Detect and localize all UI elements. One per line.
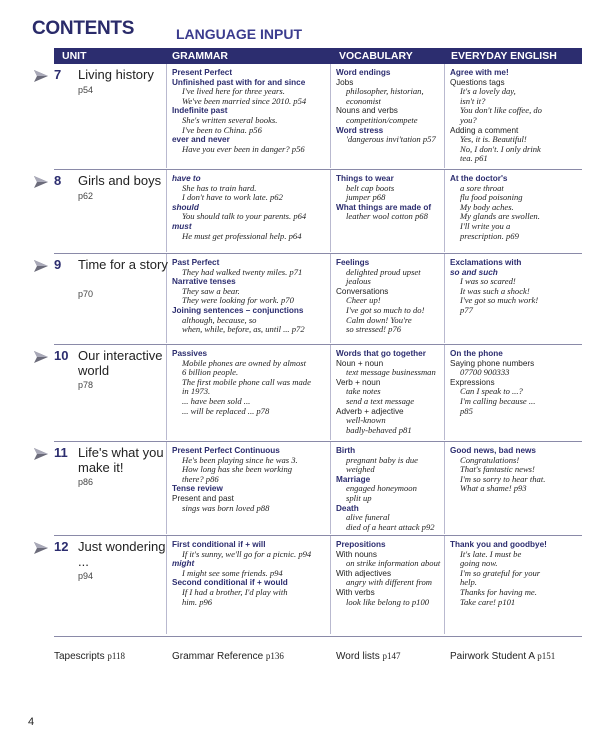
grammar-line: I've been to China. p56: [182, 124, 262, 135]
everyday-column: [450, 540, 547, 607]
grammar-column: [172, 349, 311, 416]
unit-number: 9: [54, 257, 62, 272]
unit-arrow-icon: [33, 350, 49, 364]
vocabulary-line: With adjectives: [336, 568, 392, 578]
everyday-line: p85: [460, 405, 473, 416]
vocabulary-heading: Word endings: [336, 68, 391, 77]
everyday-line: I'm so grateful for your: [460, 567, 541, 578]
vocabulary-line: belt cap boots: [346, 182, 395, 193]
everyday-column: [450, 258, 538, 316]
page-subtitle: LANGUAGE INPUT: [176, 26, 302, 42]
column-separator: [330, 254, 331, 343]
everyday-line: Thanks for having me.: [460, 586, 537, 597]
vocabulary-line: badly-behaved p81: [346, 424, 412, 435]
grammar-line: Have you ever been in danger? p56: [182, 143, 305, 154]
vocabulary-line: economist: [346, 95, 381, 106]
column-separator: [444, 442, 445, 534]
vocabulary-line: 'dangerous invi'tation p57: [346, 134, 436, 145]
grammar-heading: Present Perfect Continuous: [172, 446, 280, 455]
grammar-line: when, while, before, as, until ... p72: [182, 324, 305, 335]
vocabulary-heading: Word stress: [336, 125, 384, 135]
grammar-line: there? p86: [182, 473, 219, 484]
unit-title: Just wondering ...: [78, 539, 166, 569]
everyday-line: flu food poisoning: [460, 192, 523, 203]
vocabulary-line: look like belong to p100: [346, 596, 430, 607]
page-number: 4: [28, 716, 35, 728]
grammar-line: him. p96: [182, 596, 213, 607]
everyday-line: I'm so sorry to hear that.: [460, 473, 546, 484]
vocabulary-heading: Things to wear: [336, 174, 394, 183]
column-separator: [330, 442, 331, 534]
everyday-line: That's fantastic news!: [460, 464, 535, 475]
grammar-heading: Past Perfect: [172, 258, 220, 267]
vocabulary-line: Calm down! You're: [346, 314, 412, 325]
everyday-line: It's late. I must be: [460, 548, 522, 559]
grammar-line: Present and past: [172, 493, 234, 503]
unit-divider: [54, 253, 582, 254]
column-header-unit: UNIT: [62, 50, 87, 62]
grammar-line: I've lived here for three years.: [182, 86, 285, 97]
column-separator: [330, 536, 331, 634]
grammar-line: ... will be replaced ... p78: [182, 405, 270, 416]
vocabulary-heading: Words that go together: [336, 349, 426, 358]
grammar-heading: Indefinite past: [172, 106, 228, 116]
column-header-bar: [54, 48, 582, 64]
footer-link-page: p147: [382, 651, 401, 661]
vocabulary-line: With verbs: [336, 587, 375, 597]
everyday-line: Yes, it is. Beautiful!: [460, 134, 527, 145]
vocabulary-line: well-known: [346, 415, 386, 426]
grammar-heading: Second conditional if + would: [172, 578, 288, 588]
unit-arrow-icon: [33, 541, 49, 555]
everyday-line: tea. p61: [460, 153, 488, 164]
grammar-line: I might see some friends. p94: [182, 567, 283, 578]
unit-title: Time for a story: [78, 257, 168, 272]
unit-title: Living history: [78, 67, 154, 82]
grammar-line: He's been playing since he was 3.: [182, 454, 298, 465]
column-separator: [444, 536, 445, 634]
column-separator: [444, 345, 445, 440]
vocabulary-line: philosopher, historian,: [346, 86, 424, 97]
unit-page: p78: [78, 380, 94, 390]
grammar-line: in 1973.: [182, 386, 211, 397]
grammar-line: How long has she been working: [182, 464, 293, 475]
footer-link-label: Pairwork Student A: [450, 651, 535, 662]
grammar-heading: Present Perfect: [172, 68, 233, 77]
vocabulary-line: weighed: [346, 464, 375, 475]
grammar-line: The first mobile phone call was made: [182, 376, 311, 387]
vocabulary-column: [336, 446, 435, 532]
vocabulary-line: alive funeral: [346, 512, 390, 523]
grammar-line: Mobile phones are owned by almost: [182, 357, 307, 368]
grammar-line: If it's sunny, we'll go for a picnic. p94: [182, 548, 312, 559]
column-separator: [330, 64, 331, 168]
unit-arrow-icon: [33, 69, 49, 83]
everyday-heading: Agree with me!: [450, 68, 509, 77]
vocabulary-line: jumper p68: [346, 192, 386, 203]
vocabulary-line: I've got so much to do!: [346, 304, 425, 315]
vocabulary-line: so stressed! p76: [346, 324, 402, 335]
vocabulary-line: Adverb + adjective: [336, 406, 404, 416]
everyday-line: It was such a shock!: [460, 285, 530, 296]
vocabulary-line: Cheer up!: [346, 295, 381, 306]
unit-arrow-icon: [33, 259, 49, 273]
unit-arrow-icon: [33, 175, 49, 189]
grammar-heading: Narrative tenses: [172, 277, 236, 287]
column-header-everyday-english: EVERYDAY ENGLISH: [451, 50, 557, 62]
vocabulary-line: text message businessman: [346, 367, 436, 378]
unit-page: p62: [78, 191, 94, 201]
everyday-line: My body aches.: [460, 201, 514, 212]
everyday-line: Can I speak to ...?: [460, 386, 523, 397]
vocabulary-heading: Marriage: [336, 474, 371, 484]
vocabulary-line: engaged honeymoon: [346, 483, 417, 494]
everyday-heading: At the doctor's: [450, 174, 508, 183]
vocabulary-line: competition/compete: [346, 114, 418, 125]
vocabulary-line: Conversations: [336, 286, 389, 296]
vocabulary-heading: Death: [336, 503, 359, 513]
grammar-line: sings was born loved p88: [182, 502, 270, 513]
everyday-column: [450, 446, 545, 494]
grammar-line: 6 billion people.: [182, 367, 239, 378]
grammar-column: [172, 258, 305, 335]
grammar-heading: must: [172, 221, 192, 231]
unit-page: p70: [78, 289, 94, 299]
everyday-heading: On the phone: [450, 349, 503, 358]
vocabulary-line: angry with different from: [346, 577, 433, 588]
everyday-column: [450, 68, 542, 164]
grammar-line: He must get professional help. p64: [182, 230, 302, 241]
grammar-heading: Unfinished past with for and since: [172, 77, 306, 87]
unit-divider: [54, 169, 582, 170]
everyday-line: a sore throat: [460, 182, 504, 193]
unit-number: 8: [54, 173, 62, 188]
unit-divider: [54, 535, 582, 536]
vocabulary-column: [336, 540, 440, 607]
grammar-column: [172, 68, 306, 154]
vocabulary-line: on strike information about: [346, 558, 441, 569]
grammar-column: [172, 174, 306, 241]
page-title: CONTENTS: [32, 18, 135, 39]
grammar-line: They saw a bear.: [182, 285, 240, 296]
grammar-column: [172, 540, 311, 607]
unit-title: Life's what you make it!: [78, 445, 164, 475]
column-separator: [330, 345, 331, 440]
vocabulary-heading: What things are made of: [336, 202, 432, 212]
grammar-line: although, because, so: [182, 314, 257, 325]
grammar-heading: ever and never: [172, 135, 230, 145]
unit-page: p54: [78, 85, 94, 95]
everyday-line: I've got so much work!: [460, 295, 539, 306]
vocabulary-line: Jobs: [336, 77, 354, 87]
footer-link-page: p118: [107, 651, 126, 661]
footer-link-label: Grammar Reference: [172, 651, 264, 662]
everyday-heading: Good news, bad news: [450, 446, 536, 455]
everyday-line: prescription. p69: [460, 230, 519, 241]
vocabulary-heading: Feelings: [336, 258, 370, 267]
grammar-heading: Tense review: [172, 484, 223, 494]
column-header-vocabulary: VOCABULARY: [339, 50, 413, 62]
everyday-line: p77: [460, 304, 473, 315]
vocabulary-line: send a text message: [346, 395, 415, 406]
vocabulary-heading: Birth: [336, 446, 356, 455]
everyday-line: 07700 900333: [460, 367, 510, 378]
everyday-heading: Thank you and goodbye!: [450, 540, 547, 549]
footer-link[interactable]: [336, 651, 401, 662]
grammar-line: I don't have to work late. p62: [182, 192, 283, 203]
vocabulary-line: jealous: [346, 276, 371, 287]
everyday-line: Questions tags: [450, 77, 505, 87]
everyday-line: you?: [460, 114, 477, 125]
everyday-line: I'm calling because ...: [460, 395, 536, 406]
everyday-line: It's a lovely day,: [460, 86, 516, 97]
unit-title: Our interactive world: [78, 348, 163, 378]
vocabulary-column: [336, 68, 436, 145]
unit-arrow-icon: [33, 447, 49, 461]
grammar-line: She has to train hard.: [182, 182, 257, 193]
grammar-heading: Joining sentences – conjunctions: [172, 305, 304, 315]
grammar-heading: might: [172, 559, 195, 569]
grammar-line: If I had a brother, I'd play with: [182, 586, 288, 597]
everyday-line: help.: [460, 577, 477, 588]
vocabulary-line: delighted proud upset: [346, 266, 421, 277]
unit-number: 12: [54, 539, 69, 554]
vocabulary-line: Nouns and verbs: [336, 106, 398, 116]
everyday-line: Expressions: [450, 377, 495, 387]
grammar-line: They had walked twenty miles. p71: [182, 266, 303, 277]
everyday-line: Adding a comment: [450, 125, 519, 135]
grammar-line: ... have been sold ...: [182, 395, 251, 406]
footer-link-page: p151: [537, 651, 556, 661]
grammar-heading: have to: [172, 174, 201, 183]
unit-number: 7: [54, 67, 62, 82]
everyday-line: What a shame! p93: [460, 483, 527, 494]
unit-number: 11: [54, 445, 68, 460]
unit-number: 10: [54, 348, 69, 363]
everyday-column: [450, 349, 535, 416]
vocabulary-line: pregnant baby is due: [346, 454, 419, 465]
everyday-line: No, I don't. I only drink: [460, 143, 541, 154]
everyday-line: I'll write you a: [460, 220, 511, 231]
vocabulary-column: [336, 349, 436, 435]
vocabulary-line: take notes: [346, 386, 381, 397]
column-separator: [330, 170, 331, 252]
column-separator: [444, 254, 445, 343]
vocabulary-line: Verb + noun: [336, 377, 381, 387]
everyday-heading: so and such: [450, 267, 498, 277]
column-separator: [444, 170, 445, 252]
everyday-line: You don't like coffee, do: [460, 105, 542, 116]
unit-divider: [54, 441, 582, 442]
footer-link-label: Tapescripts: [54, 651, 105, 662]
vocabulary-line: Noun + noun: [336, 358, 384, 368]
everyday-column: [450, 174, 540, 241]
grammar-heading: Passives: [172, 349, 208, 358]
unit-divider: [54, 344, 582, 345]
unit-page: p94: [78, 571, 94, 581]
vocabulary-line: leather wool cotton p68: [346, 211, 428, 222]
grammar-column: [172, 446, 298, 513]
grammar-line: They were looking for work. p70: [182, 295, 294, 306]
footer-link[interactable]: [54, 651, 125, 662]
everyday-line: Saying phone numbers: [450, 358, 535, 368]
footer-link-page: p136: [265, 651, 284, 661]
grammar-line: She's written several books.: [182, 114, 278, 125]
everyday-line: I was so scared!: [460, 276, 516, 287]
footer-link[interactable]: [172, 651, 284, 662]
footer-divider: [54, 636, 582, 637]
everyday-line: Congratulations!: [460, 454, 520, 465]
everyday-heading: Exclamations with: [450, 258, 522, 267]
vocabulary-column: [336, 258, 424, 335]
everyday-line: going now.: [460, 558, 498, 569]
grammar-line: You should talk to your parents. p64: [182, 211, 307, 222]
footer-link-label: Word lists: [336, 651, 380, 662]
footer-link[interactable]: [450, 651, 555, 662]
grammar-line: We've been married since 2010. p54: [182, 95, 307, 106]
everyday-line: Take care! p101: [460, 596, 516, 607]
unit-page: p86: [78, 477, 94, 487]
grammar-heading: First conditional if + will: [172, 540, 266, 549]
column-separator: [444, 64, 445, 168]
everyday-line: My glands are swollen.: [460, 211, 540, 222]
column-header-grammar: GRAMMAR: [172, 50, 228, 62]
vocabulary-line: split up: [346, 492, 372, 503]
grammar-heading: should: [172, 202, 199, 212]
unit-title: Girls and boys: [78, 173, 162, 188]
vocabulary-line: died of a heart attack p92: [346, 521, 435, 532]
vocabulary-heading: Prepositions: [336, 540, 386, 549]
everyday-line: isn't it?: [460, 95, 486, 106]
vocabulary-line: With nouns: [336, 549, 377, 559]
vocabulary-column: [336, 174, 431, 222]
